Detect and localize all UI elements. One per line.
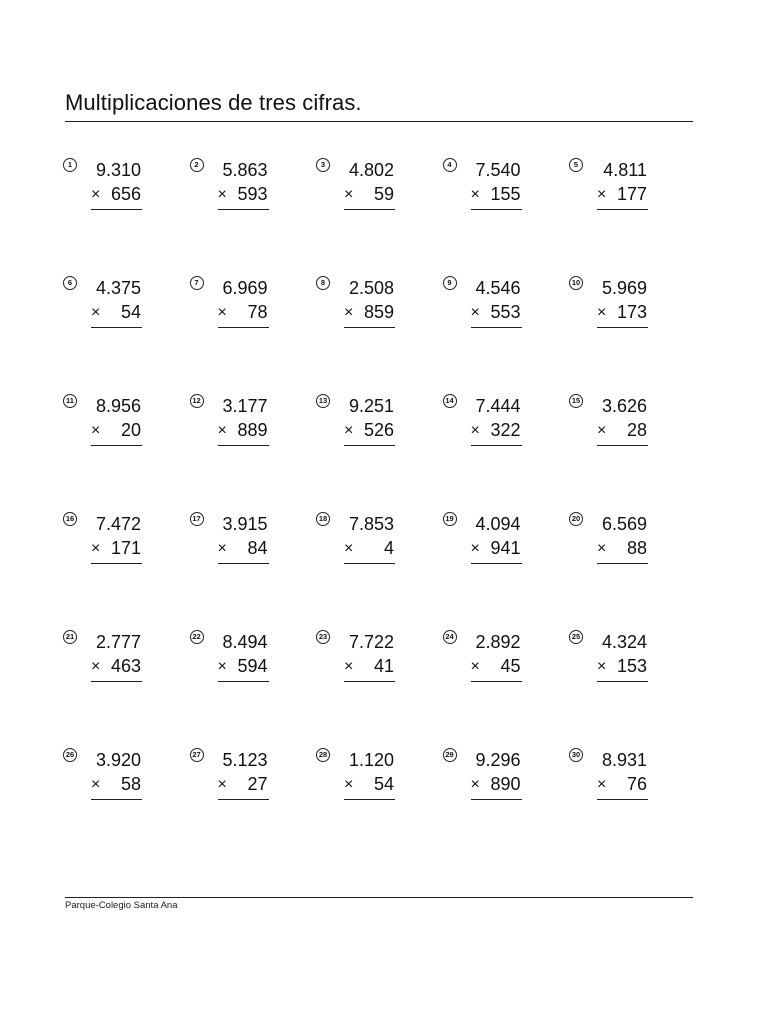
- times-sign: ×: [470, 422, 480, 439]
- multiplication-problem: [316, 276, 426, 356]
- multiplication-problem: [569, 158, 679, 238]
- multiplier: 171: [110, 538, 141, 558]
- answer-line: [471, 445, 522, 446]
- multiplication-problem: [569, 630, 679, 710]
- times-sign: ×: [470, 304, 480, 321]
- multiplicand: 4.546: [475, 278, 521, 298]
- multiplier-row: [218, 538, 268, 560]
- answer-line: [91, 445, 142, 446]
- times-sign: ×: [597, 422, 607, 439]
- multiplicand: 3.920: [95, 750, 141, 770]
- multiplication-problem: [190, 276, 300, 356]
- multiplication-problem: [443, 394, 553, 474]
- problem-number: 16: [63, 512, 77, 526]
- answer-line: [218, 327, 269, 328]
- multiplier-row: [344, 420, 394, 442]
- times-sign: ×: [91, 304, 101, 321]
- multiplier: 177: [616, 184, 647, 204]
- times-sign: ×: [217, 304, 227, 321]
- answer-line: [344, 799, 395, 800]
- times-sign: ×: [91, 540, 101, 557]
- multiplicand: 2.777: [95, 632, 141, 652]
- times-sign: ×: [470, 186, 480, 203]
- times-sign: ×: [597, 304, 607, 321]
- multiplier: 20: [120, 420, 141, 440]
- multiplicand: 2.508: [348, 278, 394, 298]
- multiplier-row: [471, 538, 521, 560]
- multiplication-problem: [443, 512, 553, 592]
- multiplication-problem: [63, 158, 173, 238]
- answer-line: [471, 563, 522, 564]
- multiplier-row: [597, 184, 647, 206]
- problem-number: 1: [63, 158, 77, 172]
- multiplier: 59: [373, 184, 394, 204]
- times-sign: ×: [597, 658, 607, 675]
- problem-number: 29: [443, 748, 457, 762]
- multiplication-problem: [443, 748, 553, 828]
- footer-text: Parque-Colegio Santa Ana: [65, 900, 178, 911]
- multiplicand: 5.863: [222, 160, 268, 180]
- multiplier: 173: [616, 302, 647, 322]
- multiplier: 84: [247, 538, 268, 558]
- multiplier: 76: [626, 774, 647, 794]
- times-sign: ×: [344, 776, 354, 793]
- times-sign: ×: [91, 776, 101, 793]
- multiplicand: 4.324: [601, 632, 647, 652]
- multiplier: 594: [237, 656, 268, 676]
- problem-number: 15: [569, 394, 583, 408]
- multiplicand: 9.296: [475, 750, 521, 770]
- times-sign: ×: [344, 422, 354, 439]
- problem-number: 3: [316, 158, 330, 172]
- times-sign: ×: [597, 186, 607, 203]
- multiplication-problem: [569, 394, 679, 474]
- multiplication-problem: [569, 276, 679, 356]
- multiplier-row: [344, 538, 394, 560]
- multiplicand: 5.969: [601, 278, 647, 298]
- times-sign: ×: [597, 540, 607, 557]
- problem-number: 27: [190, 748, 204, 762]
- multiplicand: 4.094: [475, 514, 521, 534]
- multiplicand: 6.569: [601, 514, 647, 534]
- multiplier-row: [597, 656, 647, 678]
- multiplier-row: [218, 184, 268, 206]
- multiplication-problem: [569, 748, 679, 828]
- problem-number: 23: [316, 630, 330, 644]
- multiplication-problem: [190, 630, 300, 710]
- multiplier-row: [91, 538, 141, 560]
- multiplication-problem: [569, 512, 679, 592]
- multiplier-row: [91, 656, 141, 678]
- answer-line: [597, 209, 648, 210]
- multiplication-problem: [190, 394, 300, 474]
- problem-number: 6: [63, 276, 77, 290]
- problem-number: 10: [569, 276, 583, 290]
- times-sign: ×: [344, 658, 354, 675]
- times-sign: ×: [217, 422, 227, 439]
- times-sign: ×: [344, 540, 354, 557]
- multiplicand: 1.120: [348, 750, 394, 770]
- answer-line: [597, 681, 648, 682]
- multiplier-row: [471, 184, 521, 206]
- multiplier: 45: [500, 656, 521, 676]
- multiplier: 859: [363, 302, 394, 322]
- problem-number: 20: [569, 512, 583, 526]
- multiplicand: 9.251: [348, 396, 394, 416]
- multiplier: 41: [373, 656, 394, 676]
- multiplier-row: [597, 302, 647, 324]
- multiplication-problem: [443, 276, 553, 356]
- problem-number: 9: [443, 276, 457, 290]
- multiplicand: 4.811: [603, 160, 647, 180]
- answer-line: [597, 563, 648, 564]
- multiplier-row: [344, 184, 394, 206]
- problem-number: 14: [443, 394, 457, 408]
- multiplicand: 6.969: [222, 278, 268, 298]
- times-sign: ×: [344, 304, 354, 321]
- problem-number: 24: [443, 630, 457, 644]
- multiplication-problem: [316, 630, 426, 710]
- problem-number: 30: [569, 748, 583, 762]
- multiplicand: 2.892: [475, 632, 521, 652]
- times-sign: ×: [91, 658, 101, 675]
- times-sign: ×: [91, 186, 101, 203]
- answer-line: [91, 563, 142, 564]
- problem-number: 2: [190, 158, 204, 172]
- answer-line: [344, 563, 395, 564]
- multiplicand: 3.915: [222, 514, 268, 534]
- multiplier: 889: [237, 420, 268, 440]
- multiplicand: 7.540: [475, 160, 521, 180]
- multiplication-problem: [190, 748, 300, 828]
- answer-line: [344, 209, 395, 210]
- multiplier-row: [91, 774, 141, 796]
- answer-line: [218, 681, 269, 682]
- multiplication-problem: [63, 748, 173, 828]
- multiplier: 155: [490, 184, 521, 204]
- multiplicand: 8.956: [95, 396, 141, 416]
- page-title: Multiplicaciones de tres cifras.: [65, 90, 362, 115]
- answer-line: [471, 209, 522, 210]
- times-sign: ×: [217, 540, 227, 557]
- multiplication-problem: [316, 748, 426, 828]
- multiplier-row: [471, 302, 521, 324]
- title-divider: [65, 121, 693, 122]
- multiplier: 4: [383, 538, 394, 558]
- answer-line: [344, 445, 395, 446]
- times-sign: ×: [597, 776, 607, 793]
- answer-line: [218, 799, 269, 800]
- multiplier-row: [91, 302, 141, 324]
- times-sign: ×: [470, 540, 480, 557]
- times-sign: ×: [344, 186, 354, 203]
- multiplicand: 3.626: [601, 396, 647, 416]
- multiplication-problem: [443, 630, 553, 710]
- multiplicand: 7.444: [475, 396, 521, 416]
- multiplication-problem: [316, 512, 426, 592]
- multiplicand: 5.123: [222, 750, 268, 770]
- problem-number: 26: [63, 748, 77, 762]
- multiplier: 553: [490, 302, 521, 322]
- multiplication-problem: [63, 512, 173, 592]
- problem-number: 18: [316, 512, 330, 526]
- multiplier: 526: [363, 420, 394, 440]
- multiplicand: 4.375: [95, 278, 141, 298]
- multiplier-row: [91, 420, 141, 442]
- multiplier-row: [597, 538, 647, 560]
- multiplier-row: [597, 774, 647, 796]
- answer-line: [91, 681, 142, 682]
- problem-number: 28: [316, 748, 330, 762]
- multiplier-row: [471, 774, 521, 796]
- problem-number: 11: [63, 394, 77, 408]
- multiplier: 54: [373, 774, 394, 794]
- answer-line: [471, 681, 522, 682]
- multiplication-problem: [63, 276, 173, 356]
- multiplier-row: [471, 420, 521, 442]
- multiplication-problem: [443, 158, 553, 238]
- multiplier: 78: [247, 302, 268, 322]
- multiplicand: 7.722: [348, 632, 394, 652]
- times-sign: ×: [217, 186, 227, 203]
- multiplier: 463: [110, 656, 141, 676]
- multiplier: 28: [626, 420, 647, 440]
- problem-number: 21: [63, 630, 77, 644]
- multiplier-row: [218, 774, 268, 796]
- answer-line: [218, 209, 269, 210]
- multiplication-problem: [190, 512, 300, 592]
- multiplicand: 9.310: [95, 160, 141, 180]
- multiplier-row: [344, 302, 394, 324]
- problem-number: 17: [190, 512, 204, 526]
- answer-line: [344, 681, 395, 682]
- times-sign: ×: [470, 658, 480, 675]
- multiplier-row: [344, 774, 394, 796]
- multiplier-row: [344, 656, 394, 678]
- problem-number: 22: [190, 630, 204, 644]
- problem-number: 5: [569, 158, 583, 172]
- multiplier: 27: [247, 774, 268, 794]
- answer-line: [91, 209, 142, 210]
- multiplier-row: [91, 184, 141, 206]
- multiplicand: 8.494: [222, 632, 268, 652]
- answer-line: [597, 327, 648, 328]
- multiplier-row: [218, 302, 268, 324]
- multiplier: 593: [237, 184, 268, 204]
- times-sign: ×: [470, 776, 480, 793]
- multiplier: 88: [626, 538, 647, 558]
- times-sign: ×: [91, 422, 101, 439]
- multiplier: 322: [490, 420, 521, 440]
- multiplier-row: [218, 420, 268, 442]
- multiplication-problem: [63, 630, 173, 710]
- multiplier: 941: [490, 538, 521, 558]
- problem-number: 7: [190, 276, 204, 290]
- multiplier-row: [218, 656, 268, 678]
- multiplicand: 7.472: [95, 514, 141, 534]
- problems-grid: [63, 158, 703, 858]
- times-sign: ×: [217, 776, 227, 793]
- problem-number: 12: [190, 394, 204, 408]
- problem-number: 8: [316, 276, 330, 290]
- problem-number: 25: [569, 630, 583, 644]
- answer-line: [91, 327, 142, 328]
- multiplier-row: [471, 656, 521, 678]
- multiplication-problem: [316, 394, 426, 474]
- answer-line: [471, 327, 522, 328]
- multiplication-problem: [190, 158, 300, 238]
- multiplicand: 7.853: [348, 514, 394, 534]
- answer-line: [218, 445, 269, 446]
- problem-number: 4: [443, 158, 457, 172]
- multiplicand: 3.177: [222, 396, 268, 416]
- multiplicand: 8.931: [601, 750, 647, 770]
- answer-line: [471, 799, 522, 800]
- answer-line: [597, 445, 648, 446]
- multiplicand: 4.802: [348, 160, 394, 180]
- answer-line: [91, 799, 142, 800]
- answer-line: [344, 327, 395, 328]
- problem-number: 19: [443, 512, 457, 526]
- answer-line: [218, 563, 269, 564]
- answer-line: [597, 799, 648, 800]
- multiplier: 54: [120, 302, 141, 322]
- multiplier: 153: [616, 656, 647, 676]
- multiplier: 58: [120, 774, 141, 794]
- multiplier: 890: [490, 774, 521, 794]
- multiplier-row: [597, 420, 647, 442]
- problem-number: 13: [316, 394, 330, 408]
- multiplication-problem: [63, 394, 173, 474]
- multiplier: 656: [110, 184, 141, 204]
- multiplication-problem: [316, 158, 426, 238]
- times-sign: ×: [217, 658, 227, 675]
- footer-divider: [65, 897, 693, 898]
